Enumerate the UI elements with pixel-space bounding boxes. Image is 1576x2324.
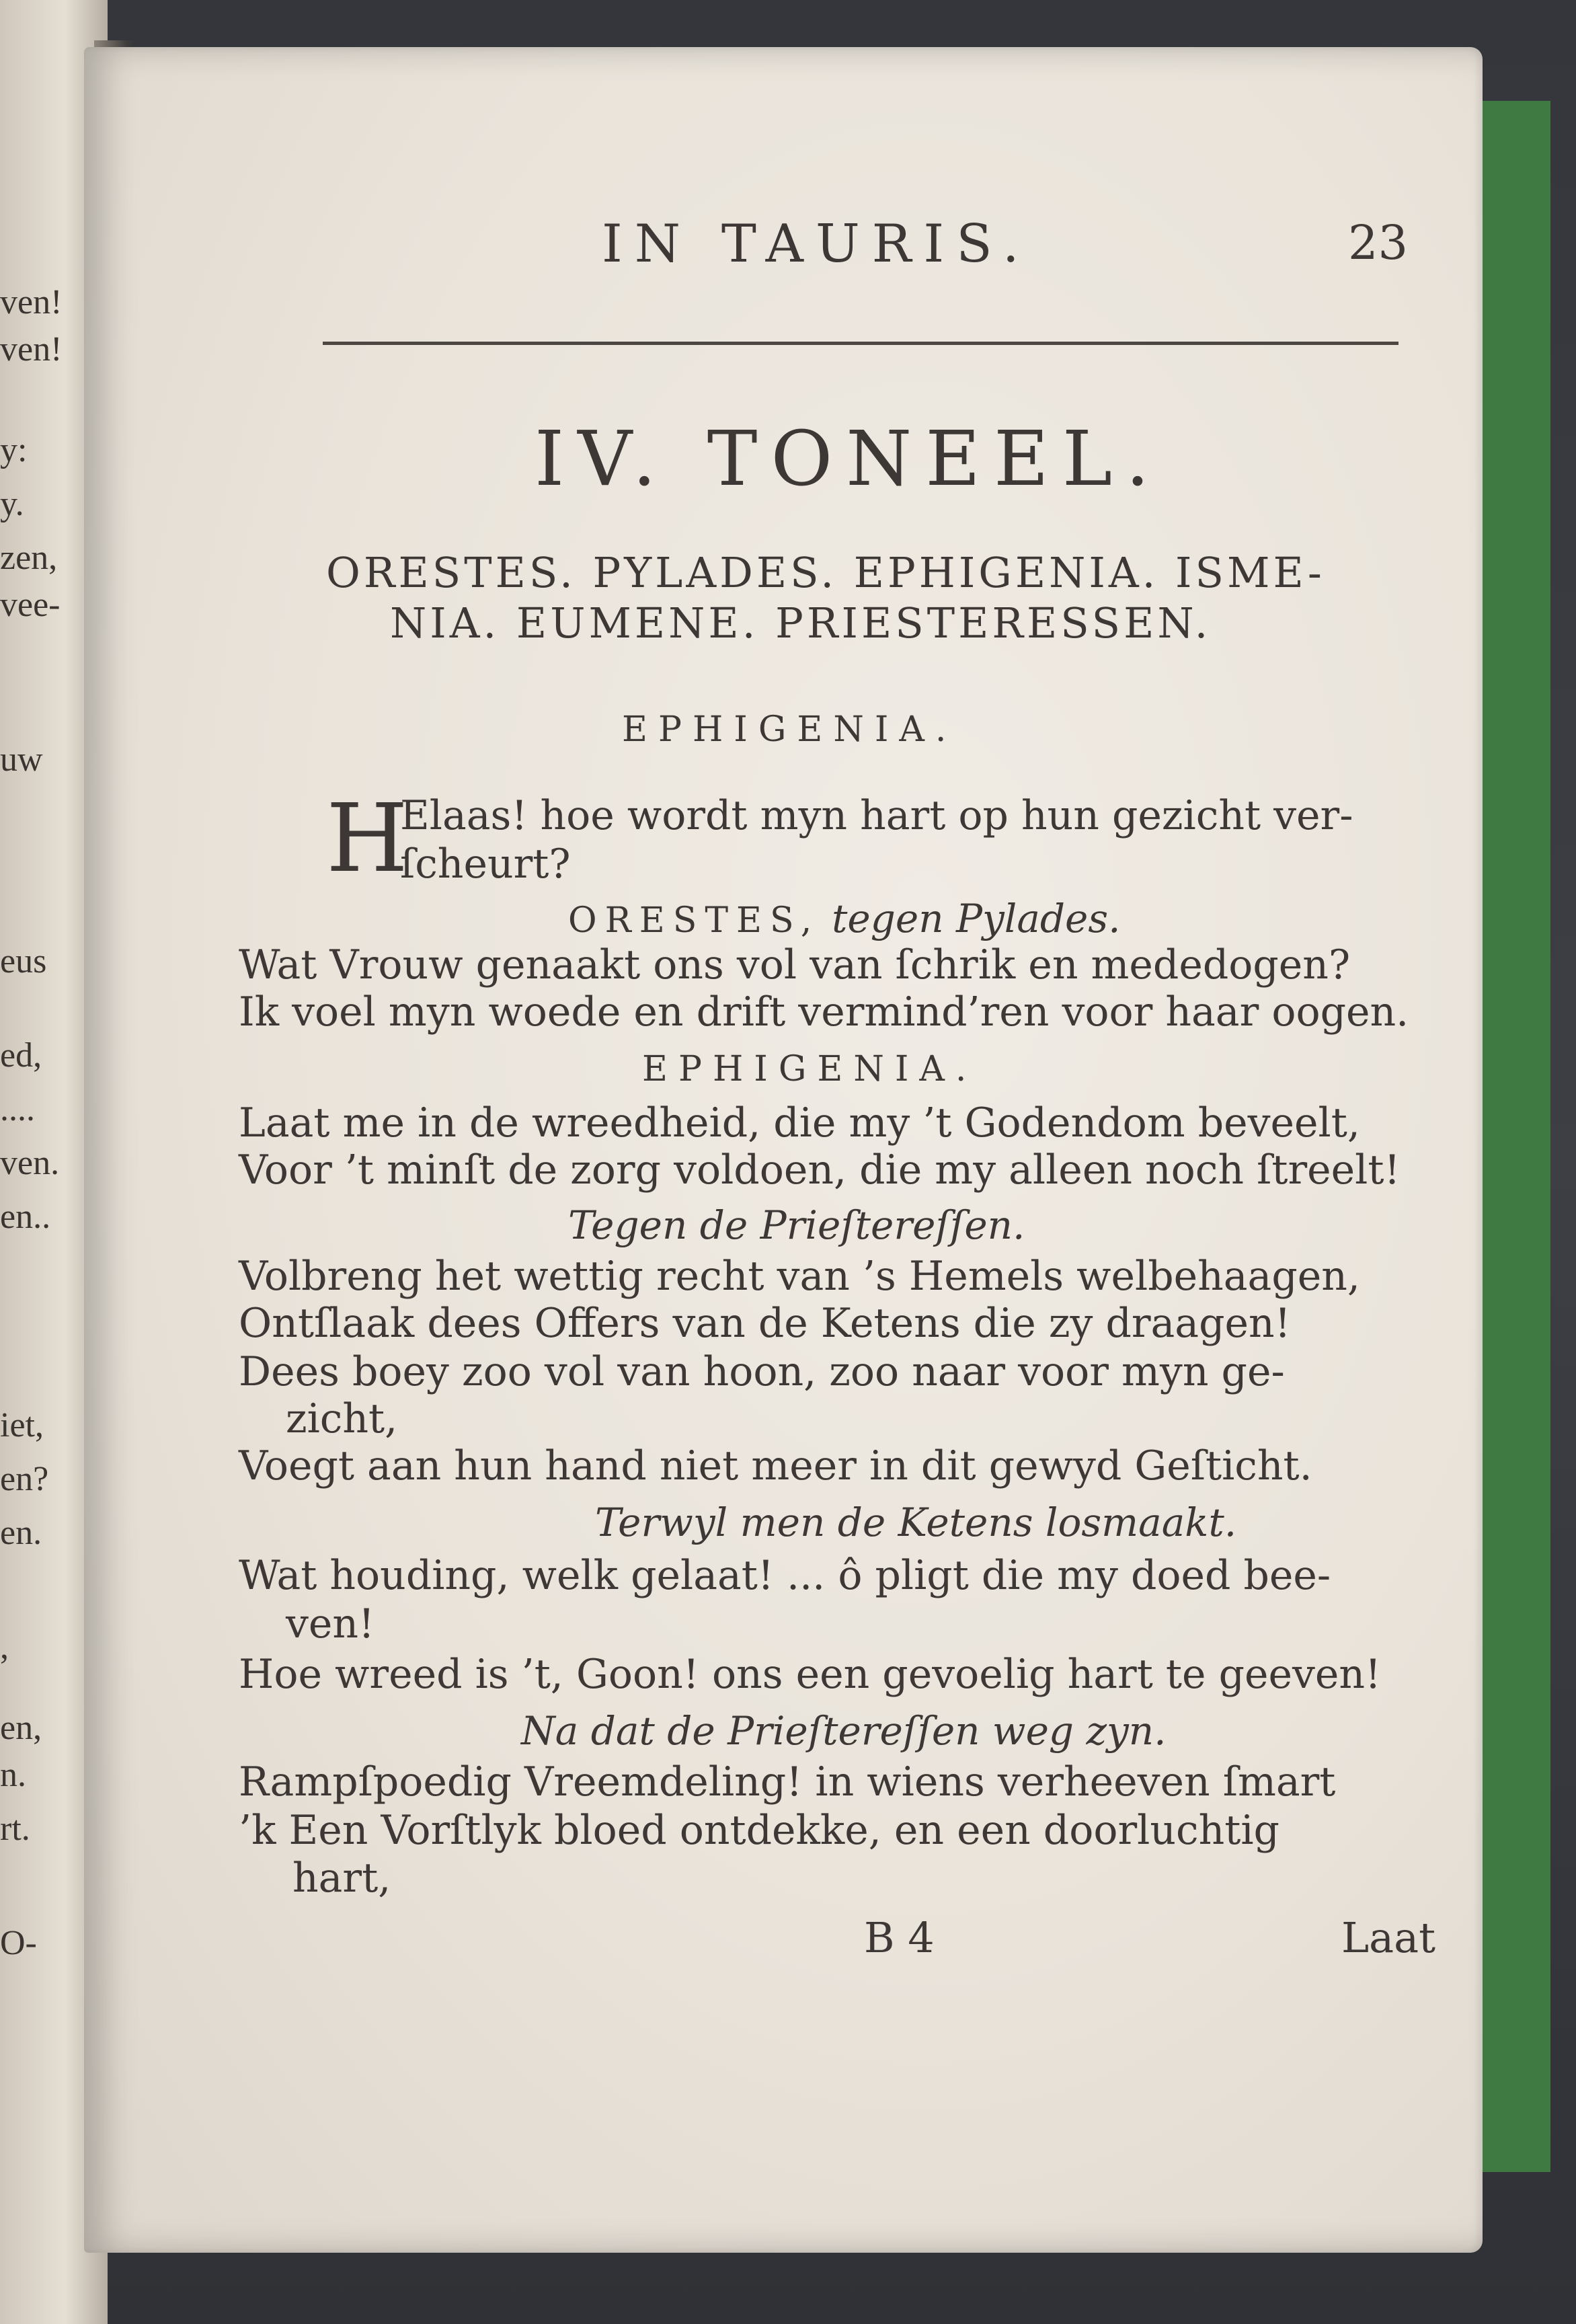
left-page-fragment: vee- xyxy=(0,586,61,624)
cast-list-line-2: NIA. EUMENE. PRIESTERESSEN. xyxy=(390,598,1212,648)
verse-line: Wat houding, welk gelaat! ... ô pligt die my doed bee- xyxy=(239,1552,1331,1599)
left-page-fragment: en.. xyxy=(0,1198,51,1236)
catchword: Laat xyxy=(1341,1913,1436,1962)
left-page-fragment: eus xyxy=(0,942,47,980)
verse-line: ’k Een Vorſtlyk bloed ontdekke, en een doorluchtig xyxy=(239,1807,1279,1854)
verse-line: Rampſpoedig Vreemdeling! in wiens verheeven ſmart xyxy=(239,1758,1336,1806)
stage-direction: tegen Pylades. xyxy=(832,896,1121,941)
left-page-fragment: ven! xyxy=(0,283,63,321)
cast-list-line-1: ORESTES. PYLADES. EPHIGENIA. ISME- xyxy=(326,548,1325,597)
left-page-fragment: n. xyxy=(0,1756,26,1794)
speaker-ephigenia: EPHIGENIA. xyxy=(622,709,957,750)
verse-line: Voor ’t minſt de zorg voldoen, die my alleen noch ſtreelt! xyxy=(239,1147,1401,1194)
drop-cap: H xyxy=(326,784,409,894)
signature-mark: B 4 xyxy=(864,1913,935,1962)
left-page-fragment: , xyxy=(0,1628,9,1666)
verse-line: Laat me in de wreedheid, die my ’t Godendom beveelt, xyxy=(239,1099,1360,1147)
left-page-fragment: ven! xyxy=(0,330,63,369)
stage-direction: Tegen de Prieſtereſſen. xyxy=(568,1202,1025,1248)
left-page-fragments xyxy=(0,0,94,2324)
left-page-fragment: y. xyxy=(0,485,24,523)
verse-line: Ik voel myn woede en drift vermind’ren voor haar oogen. xyxy=(239,989,1409,1036)
header-rule xyxy=(323,342,1398,345)
stage-direction: Na dat de Prieſtereſſen weg zyn. xyxy=(521,1708,1167,1754)
left-page-fragment: en. xyxy=(0,1514,42,1552)
left-page-fragment: O- xyxy=(0,1924,37,1962)
verse-line: Wat Vrouw genaakt ons vol van ſchrik en mededogen? xyxy=(239,941,1351,989)
right-page xyxy=(84,47,1483,2253)
verse-line: Ontſlaak dees Offers van de Ketens die zy draagen! xyxy=(239,1300,1291,1347)
left-page-fragment: rt. xyxy=(0,1810,30,1848)
left-page-fragment: y: xyxy=(0,431,28,469)
page-number: 23 xyxy=(1348,215,1409,270)
verse-line: ſcheurt? xyxy=(400,841,571,888)
left-page-fragment: ed, xyxy=(0,1036,42,1075)
stage-direction: Terwyl men de Ketens losmaakt. xyxy=(595,1500,1237,1545)
verse-line: Voegt aan hun hand niet meer in dit gewyd Geſticht. xyxy=(239,1442,1312,1489)
verse-line: Volbreng het wettig recht van ’s Hemels welbehaagen, xyxy=(239,1253,1360,1300)
verse-line: zicht, xyxy=(286,1395,398,1442)
left-page-fragment: ven. xyxy=(0,1144,60,1182)
scene-title: IV. TONEEL. xyxy=(535,416,1163,503)
left-page-fragment: en? xyxy=(0,1460,49,1498)
left-page-fragment: en, xyxy=(0,1709,42,1747)
speaker-name: ORESTES, xyxy=(568,900,820,941)
speaker-orestes xyxy=(568,896,1121,941)
verse-line: Dees boey zoo vol van hoon, zoo naar voor myn ge- xyxy=(239,1348,1285,1395)
verse-line: hart, xyxy=(292,1855,391,1902)
left-page-fragment: .... xyxy=(0,1090,35,1128)
left-page-fragment: uw xyxy=(0,740,43,779)
speaker-ephigenia: EPHIGENIA. xyxy=(642,1049,978,1089)
verse-line: Elaas! hoe wordt myn hart op hun gezicht ver- xyxy=(400,792,1353,839)
verse-line: Hoe wreed is ’t, Goon! ons een gevoelig hart te geeven! xyxy=(239,1651,1382,1698)
left-page-fragment: zen, xyxy=(0,539,58,577)
running-head: IN TAURIS. xyxy=(602,214,1031,274)
verse-line: ven! xyxy=(286,1600,375,1648)
left-page-fragment: iet, xyxy=(0,1406,44,1444)
